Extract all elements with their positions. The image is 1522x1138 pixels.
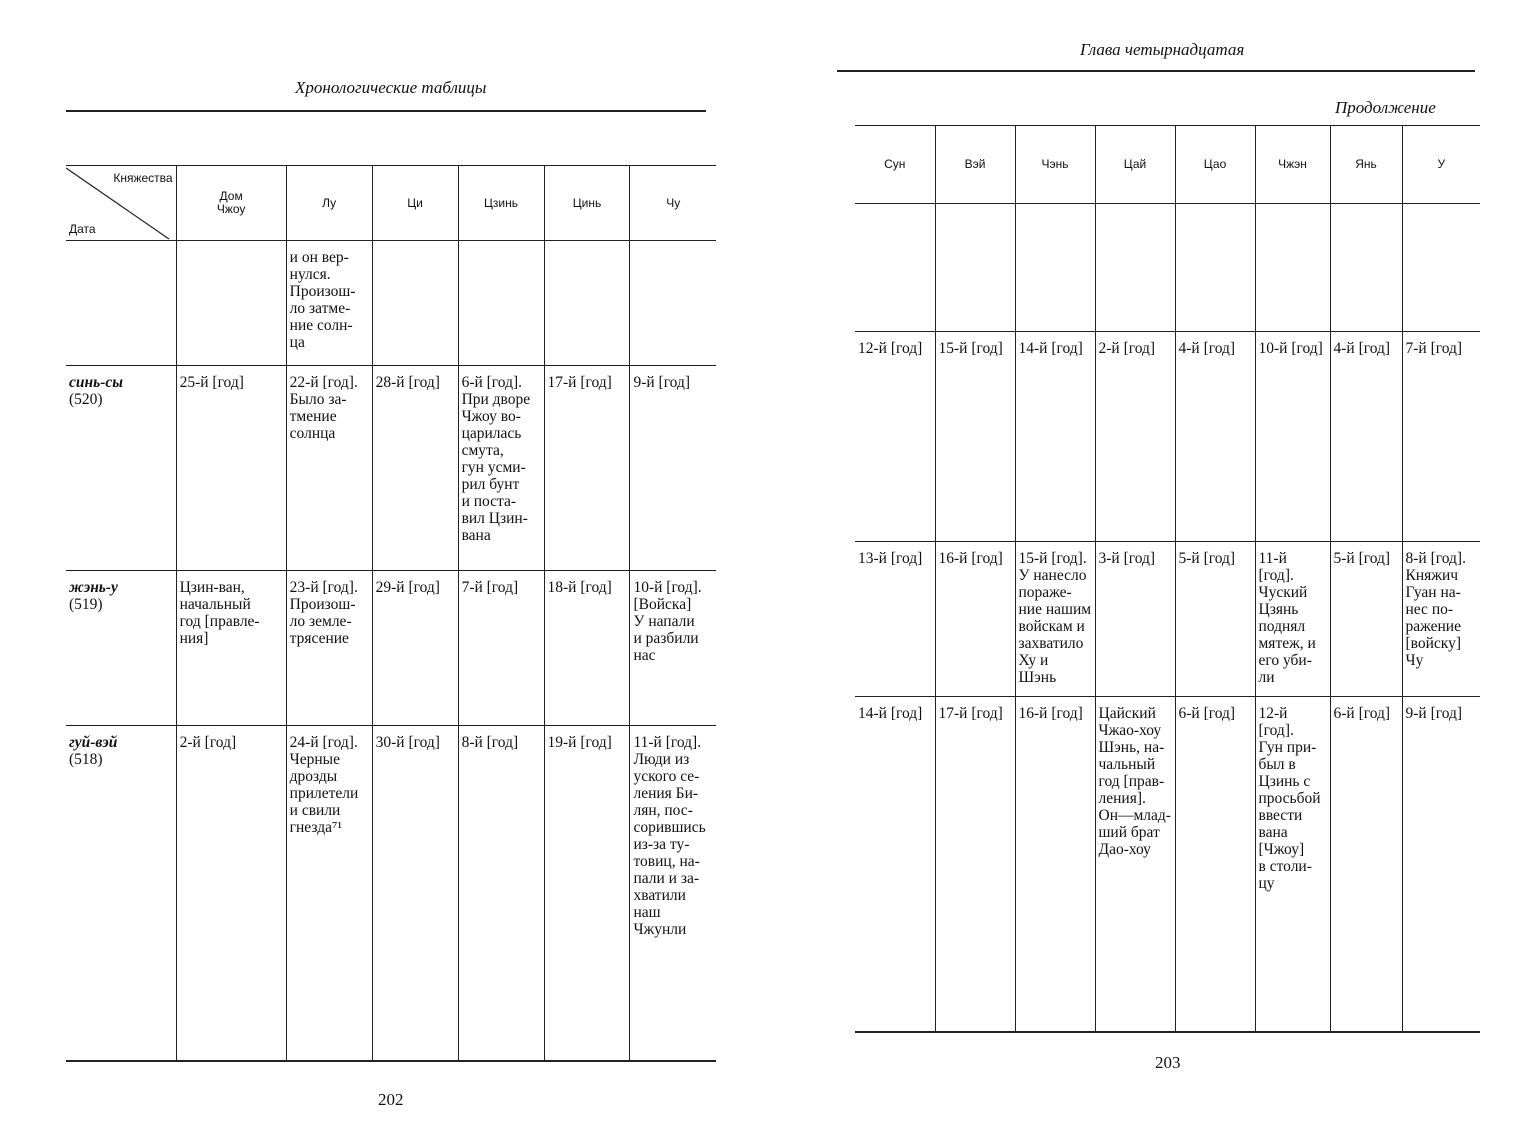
table-cell [544,241,630,366]
table-row [855,332,1480,542]
table-cell [1255,204,1330,332]
col-header-chu: Чу [630,166,716,241]
table-cell: 14-й [год] [1015,332,1095,542]
table-cell: 3-й [год] [1095,542,1175,697]
table-cell: 10-й [год]. [Войска] У напали и разбили нас [630,571,716,726]
left-page-number: 202 [378,1090,404,1109]
table-cell: 16-й [год] [1015,697,1095,1032]
table-cell: 8-й [год]. Княжич Гуан на- нес по- ражение [войску] Чу [1402,542,1480,697]
table-row [66,726,716,1061]
table-cell: 10-й [год] [1255,332,1330,542]
corner-bottom-label: Дата [69,222,96,236]
col-header-vei: Вэй [935,126,1015,204]
date-cell: гуй-вэй (518) [66,726,176,1061]
table-cell: 22-й [год]. Было за- тмение солнца [286,366,372,571]
table-cell: 8-й [год] [458,726,544,1061]
col-header-u: У [1402,126,1480,204]
table-cell: 24-й [год]. Черные дрозды прилетели и свили гнезда⁷¹ [286,726,372,1061]
left-head-rule [66,110,706,112]
table-cell: 4-й [год] [1175,332,1255,542]
col-header-tsin: Цинь [544,166,630,241]
table-cell: 14-й [год] [855,697,935,1032]
col-header-tszin: Цзинь [458,166,544,241]
table-cell: 23-й [год]. Произош- ло земле- трясение [286,571,372,726]
table-row [66,366,716,571]
col-header-chzhen: Чжэн [1255,126,1330,204]
col-header-chen: Чэнь [1015,126,1095,204]
left-chronology-table [66,165,716,1062]
left-running-head: Хронологические таблицы [295,78,487,97]
right-chronology-table [855,125,1480,1033]
table-cell: 15-й [год]. У нанесло пораже- ние нашим войскам и захватило Ху и Шэнь [1015,542,1095,697]
table-cell: 12-й [год] [855,332,935,542]
table-cell: 5-й [год] [1330,542,1402,697]
table-cell: 2-й [год] [1095,332,1175,542]
table-cell: 11-й [год]. Чуский Цзянь поднял мятеж, и его уби- ли [1255,542,1330,697]
table-cell: 29-й [год] [372,571,458,726]
table-cell [935,204,1015,332]
table-cell: 19-й [год] [544,726,630,1061]
col-header-tsao: Цао [1175,126,1255,204]
table-cell [630,241,716,366]
table-row [855,204,1480,332]
table-cell: 16-й [год] [935,542,1015,697]
col-header-dom-chzhou: Дом Чжоу [176,166,286,241]
continuation-label: Продолжение [1335,98,1436,117]
corner-header [66,166,176,241]
table-cell: 6-й [год] [1330,697,1402,1032]
table-cell: Цайский Чжао-хоу Шэнь, на- чальный год [прав- ления]. Он—млад- ший брат Дао-хоу [1095,697,1175,1032]
table-cell: 28-й [год] [372,366,458,571]
col-header-tsai: Цай [1095,126,1175,204]
table-cell: 17-й [год] [544,366,630,571]
table-cell: 7-й [год] [1402,332,1480,542]
date-cell: синь-сы (520) [66,366,176,571]
table-cell: и он вер- нулся. Произош- ло затме- ние солн- ца [286,241,372,366]
right-running-head: Глава четырнадцатая [1080,40,1245,59]
table-cell: 17-й [год] [935,697,1015,1032]
table-cell [1015,204,1095,332]
col-header-yan: Янь [1330,126,1402,204]
left-page [60,60,735,1120]
table-cell: 5-й [год] [1175,542,1255,697]
table-cell [1095,204,1175,332]
corner-top-label: Княжества [113,171,173,185]
date-cell [66,241,176,366]
table-cell: 25-й [год] [176,366,286,571]
table-cell: 4-й [год] [1330,332,1402,542]
table-cell: 15-й [год] [935,332,1015,542]
table-cell [1175,204,1255,332]
table-cell: 18-й [год] [544,571,630,726]
table-cell: 11-й [год]. Люди из уского се- ления Би- лян, пос- сорившись из-за ту- товиц, на- пали и за- хватили наш Чжунли [630,726,716,1061]
table-cell: 9-й [год] [1402,697,1480,1032]
table-cell: 9-й [год] [630,366,716,571]
table-cell [458,241,544,366]
table-cell: 6-й [год] [1175,697,1255,1032]
table-cell: 6-й [год]. При дворе Чжоу во- царилась смута, гун усми- рил бунт и поста- вил Цзин- вана [458,366,544,571]
table-row [66,241,716,366]
date-cell: жэнь-у (519) [66,571,176,726]
table-cell [372,241,458,366]
table-row [66,571,716,726]
table-cell [176,241,286,366]
table-cell [1330,204,1402,332]
table-cell: 13-й [год] [855,542,935,697]
table-cell: 30-й [год] [372,726,458,1061]
right-head-rule [837,70,1475,72]
table-cell: 2-й [год] [176,726,286,1061]
right-page-number: 203 [1155,1053,1181,1072]
table-row [855,697,1480,1032]
table-cell: 7-й [год] [458,571,544,726]
table-cell: Цзин-ван, начальный год [правле- ния] [176,571,286,726]
col-header-sun: Сун [855,126,935,204]
table-cell: 12-й [год]. Гун при- был в Цзинь с просьбой ввести вана [Чжоу] в столи- цу [1255,697,1330,1032]
table-cell [1402,204,1480,332]
col-header-tsi: Ци [372,166,458,241]
table-row [855,542,1480,697]
table-cell [855,204,935,332]
col-header-lu: Лу [286,166,372,241]
right-page [835,30,1485,1080]
